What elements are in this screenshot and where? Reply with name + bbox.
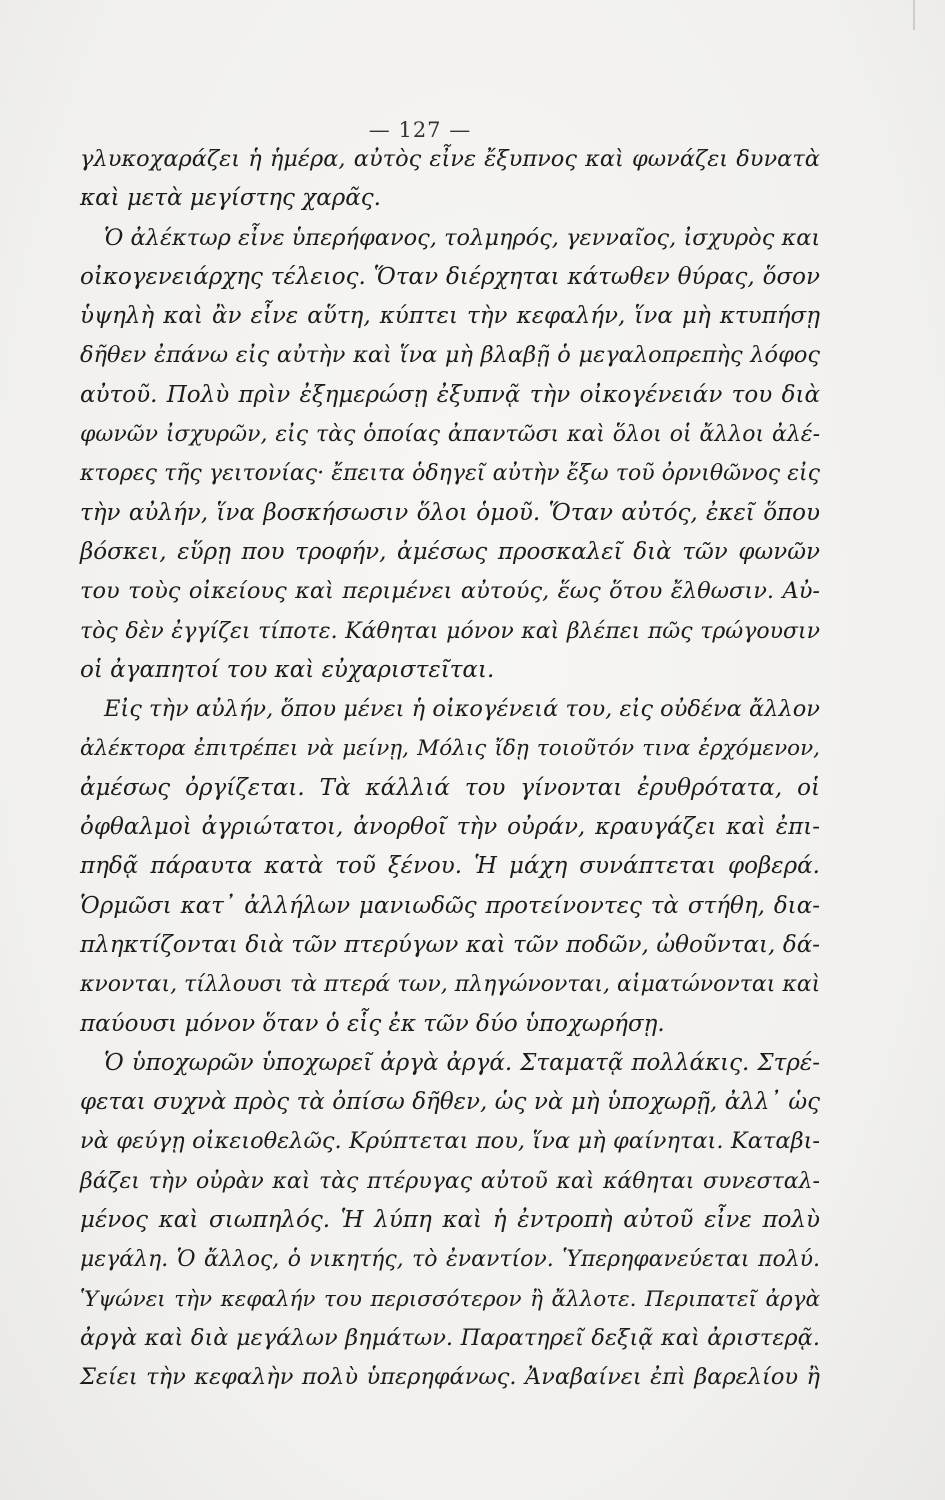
text-line: κτορες τῆς γειτονίας· ἔπειτα ὁδηγεῖ αὐτὴν ἔξω τοῦ ὀρνιθῶνος εἰς	[80, 461, 820, 487]
text-line: βόσκει, εὕρῃ που τροφήν, ἀμέσως προσκαλεῖ διὰ τῶν φωνῶν	[80, 538, 820, 565]
body-text	[80, 140, 820, 1398]
text-line: Ὁρμῶσι κατ᾽ ἀλλήλων μανιωδῶς προτείνοντες τὰ στήθη, δια-	[80, 892, 820, 919]
text-line: φωνῶν ἰσχυρῶν, εἰς τὰς ὁποίας ἀπαντῶσι καὶ ὅλοι οἱ ἄλλοι ἀλέ-	[80, 422, 820, 448]
text-line: καὶ μετὰ μεγίστης χαρᾶς.	[80, 185, 381, 212]
text-line: δῆθεν ἐπάνω εἰς αὐτὴν καὶ ἵνα μὴ βλαβῇ ὁ μεγαλοπρεπὴς λόφος	[80, 342, 820, 369]
text-line: Ὑψώνει τὴν κεφαλήν του περισσότερον ἢ ἄλλοτε. Περιπατεῖ ἀργὰ	[80, 1286, 820, 1312]
text-line: Εἰς τὴν αὐλήν, ὅπου μένει ἡ οἰκογένειά του, εἰς οὐδένα ἄλλον	[104, 696, 820, 723]
text-line: Ὁ ὑποχωρῶν ὑποχωρεῖ ἀργὰ ἀργά. Σταματᾷ πολλάκις. Στρέ-	[104, 1049, 820, 1076]
text-line: ἀλέκτορα ἐπιτρέπει νὰ μείνῃ, Μόλις ἴδῃ τοιοῦτόν τινα ἐρχόμενον,	[80, 736, 820, 762]
text-line: οἰκογενειάρχης τέλειος. Ὅταν διέρχηται κάτωθεν θύρας, ὅσον	[80, 263, 820, 290]
text-line: ἀργὰ καὶ διὰ μεγάλων βημάτων. Παρατηρεῖ δεξιᾷ καὶ ἀριστερᾷ.	[80, 1324, 820, 1351]
text-line: μεγάλη. Ὁ ἄλλος, ὁ νικητής, τὸ ἐναντίον. Ὑπερηφανεύεται πολύ.	[80, 1247, 820, 1273]
text-line: τὸς δὲν ἐγγίζει τίποτε. Κάθηται μόνον καὶ βλέπει πῶς τρώγουσιν	[80, 618, 820, 644]
text-line: παύουσι μόνον ὅταν ὁ εἷς ἐκ τῶν δύο ὑποχωρήσῃ.	[80, 1010, 665, 1037]
text-line: κνονται, τίλλουσι τὰ πτερά των, πληγώνονται, αἱματώνονται καὶ	[80, 972, 821, 998]
text-line: Ὁ ἀλέκτωρ εἶνε ὑπερήφανος, τολμηρός, γενναῖος, ἰσχυρὸς και	[104, 224, 821, 251]
text-line: Σείει τὴν κεφαλὴν πολὺ ὑπερηφάνως. Ἀναβαίνει ἐπὶ βαρελίου ἢ	[80, 1364, 820, 1391]
text-line: γλυκοχαράζει ἡ ἡμέρα, αὐτὸς εἶνε ἔξυπνος καὶ φωνάζει δυνατὰ	[80, 146, 820, 172]
text-line: νὰ φεύγῃ οἰκειοθελῶς. Κρύπτεται που, ἵνα μὴ φαίνηται. Καταβι-	[80, 1128, 820, 1155]
text-line: ὀφθαλμοὶ ἀγριώτατοι, ἀνορθοῖ τὴν οὐράν, κραυγάζει καὶ ἐπι-	[80, 814, 820, 841]
page-number: — 127 —	[368, 118, 472, 142]
text-line: βάζει τὴν οὐρὰν καὶ τὰς πτέρυγας αὐτοῦ καὶ κάθηται συνεσταλ-	[80, 1168, 820, 1194]
text-line: πληκτίζονται διὰ τῶν πτερύγων καὶ τῶν ποδῶν, ὠθοῦνται, δά-	[80, 931, 820, 958]
text-line: φεται συχνὰ πρὸς τὰ ὀπίσω δῆθεν, ὡς νὰ μὴ ὑποχωρῇ, ἀλλ᾽ ὡς	[80, 1089, 820, 1116]
text-line: μένος καὶ σιωπηλός. Ἡ λύπη καὶ ἡ ἐντροπὴ αὐτοῦ εἶνε πολὺ	[80, 1207, 820, 1234]
text-line: του τοὺς οἰκείους καὶ περιμένει αὐτούς, ἕως ὅτου ἔλθωσιν. Αὐ-	[80, 578, 820, 605]
text-line: πηδᾷ πάραυτα κατὰ τοῦ ξένου. Ἡ μάχη συνάπτεται φοβερά.	[80, 853, 820, 880]
text-line: οἱ ἀγαπητοί του καὶ εὐχαριστεῖται.	[80, 656, 495, 683]
page-edge-mark	[913, 0, 915, 30]
text-line: ὑψηλὴ καὶ ἂν εἶνε αὕτη, κύπτει τὴν κεφαλήν, ἵνα μὴ κτυπήσῃ	[80, 303, 820, 330]
text-line: αὐτοῦ. Πολὺ πρὶν ἐξημερώσῃ ἐξυπνᾷ τὴν οἰκογένειάν του διὰ	[80, 381, 820, 408]
text-line: τὴν αὐλήν, ἵνα βοσκήσωσιν ὅλοι ὁμοῦ. Ὅταν αὐτός, ἐκεῖ ὅπου	[80, 499, 820, 526]
text-line: ἀμέσως ὀργίζεται. Τὰ κάλλιά του γίνονται ἐρυθρότατα, οἱ	[80, 774, 820, 801]
